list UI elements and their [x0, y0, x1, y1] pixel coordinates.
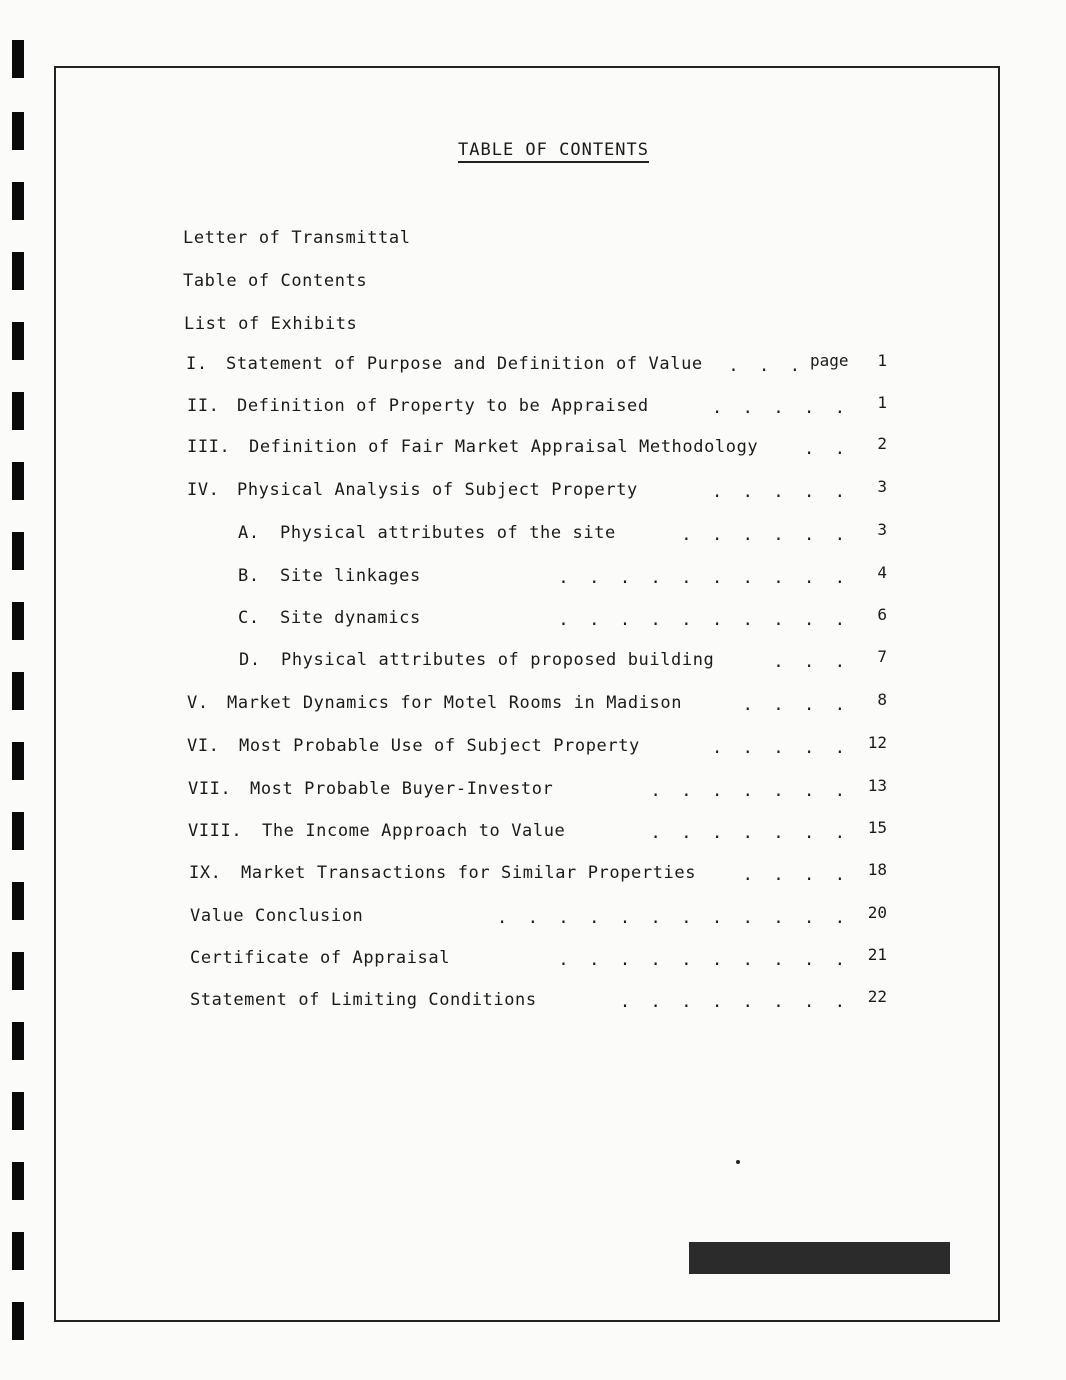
dot-leader: . . — [804, 439, 845, 459]
toc-entry-number: II. — [187, 396, 220, 416]
binding-mark — [12, 462, 24, 500]
toc-page-number: 3 — [877, 477, 887, 496]
toc-entry-text: Most Probable Buyer-Investor — [250, 779, 554, 799]
toc-entry-number: IV. — [187, 480, 220, 500]
toc-entry-text: Certificate of Appraisal — [190, 948, 451, 968]
page-column-label: page — [810, 351, 849, 370]
toc-entry-number: VII. — [188, 779, 232, 799]
binding-mark — [12, 1022, 24, 1060]
binding-mark — [12, 952, 24, 990]
toc-page-number: 3 — [877, 520, 887, 539]
dot-leader: . . . . . . . . . . . . — [497, 908, 845, 928]
toc-page-number: 1 — [877, 393, 887, 412]
toc-page-number: 20 — [867, 903, 887, 922]
toc-entry-text: Statement of Purpose and Definition of Value — [226, 354, 703, 374]
toc-entry — [238, 566, 421, 586]
binding-mark — [12, 812, 24, 850]
toc-entry — [188, 779, 553, 799]
toc-page-number: 13 — [867, 776, 887, 795]
binding-mark — [12, 40, 24, 78]
toc-entry-text: Site linkages — [280, 566, 421, 586]
toc-page-number: 12 — [867, 733, 887, 752]
dot-leader: . . . . . . . . . . — [558, 950, 845, 970]
binding-mark — [12, 672, 24, 710]
toc-entry-text: Site dynamics — [280, 608, 421, 628]
toc-page-number: 15 — [867, 818, 887, 837]
dot-leader: . . . . . . . . . . — [558, 568, 845, 588]
toc-page-number: 2 — [877, 434, 887, 453]
dot-leader: . . . . . . — [681, 525, 845, 545]
toc-entry — [190, 990, 537, 1010]
dot-leader: . . . . . . . . — [619, 992, 845, 1012]
toc-entry-number: C. — [238, 608, 260, 628]
dot-leader: . . . — [773, 652, 845, 672]
toc-entry-text: Physical attributes of proposed building — [281, 650, 715, 670]
dot-leader: . . . . . . . — [650, 781, 845, 801]
toc-entry-number: VIII. — [188, 821, 243, 841]
toc-page-number: 22 — [867, 987, 887, 1006]
toc-entry-number: B. — [238, 566, 260, 586]
binding-mark — [12, 742, 24, 780]
toc-page-number: 7 — [877, 647, 887, 666]
toc-entry — [187, 693, 682, 713]
toc-page-number: 21 — [867, 945, 887, 964]
toc-entry — [183, 271, 367, 291]
dot-leader: . . . . — [742, 865, 845, 885]
toc-page-number: 8 — [877, 690, 887, 709]
toc-entry-text: The Income Approach to Value — [262, 821, 566, 841]
toc-page-number: 4 — [877, 563, 887, 582]
toc-entry-number: VI. — [187, 736, 220, 756]
toc-entry — [188, 821, 565, 841]
toc-entry-text: Physical Analysis of Subject Property — [237, 480, 638, 500]
redaction-bar — [689, 1242, 950, 1274]
dot-leader: . . . . . — [711, 482, 845, 502]
toc-page-number: 1 — [877, 351, 887, 370]
toc-page-number: 18 — [867, 860, 887, 879]
toc-entry-text: Market Transactions for Similar Properties — [241, 863, 697, 883]
toc-entry-number: IX. — [189, 863, 222, 883]
toc-entry — [189, 863, 696, 883]
toc-entry-text: Definition of Property to be Appraised — [237, 396, 649, 416]
toc-entry — [187, 480, 638, 500]
binding-mark — [12, 1162, 24, 1200]
toc-entry-text: Market Dynamics for Motel Rooms in Madison — [227, 693, 683, 713]
dot-leader: . . . . . — [711, 398, 845, 418]
binding-mark — [12, 1092, 24, 1130]
toc-entry-number: D. — [239, 650, 261, 670]
toc-entry-text: Most Probable Use of Subject Property — [239, 736, 640, 756]
toc-entry — [238, 523, 616, 543]
toc-entry-number: V. — [187, 693, 209, 713]
binding-mark — [12, 182, 24, 220]
toc-entry — [190, 906, 363, 926]
binding-mark — [12, 322, 24, 360]
toc-entry — [187, 437, 758, 457]
binding-mark — [12, 112, 24, 150]
toc-entry-text: Physical attributes of the site — [280, 523, 616, 543]
binding-mark — [12, 532, 24, 570]
toc-entry — [238, 608, 421, 628]
toc-entry-text: Letter of Transmittal — [183, 228, 411, 248]
toc-entry-text: List of Exhibits — [184, 314, 358, 334]
binding-mark — [12, 602, 24, 640]
binding-mark — [12, 1232, 24, 1270]
dot-leader: . . . — [728, 356, 800, 376]
toc-entry — [187, 736, 640, 756]
dot-leader: . . . . . . . . . . — [558, 610, 845, 630]
toc-entry-text: Value Conclusion — [190, 906, 364, 926]
page-title: TABLE OF CONTENTS — [458, 140, 649, 163]
toc-entry-number: III. — [187, 437, 231, 457]
toc-entry — [184, 314, 357, 334]
toc-entry — [187, 396, 649, 416]
dot-leader: . . . . — [742, 695, 845, 715]
binding-mark — [12, 882, 24, 920]
scan-speck — [736, 1160, 740, 1164]
dot-leader: . . . . . . . — [650, 823, 845, 843]
dot-leader: . . . . . — [711, 738, 845, 758]
toc-entry-number: I. — [186, 354, 208, 374]
toc-entry — [183, 228, 411, 248]
toc-page-number: 6 — [877, 605, 887, 624]
toc-entry — [239, 650, 714, 670]
toc-entry-text: Table of Contents — [183, 271, 368, 291]
toc-entry — [186, 354, 703, 374]
toc-entry-text: Statement of Limiting Conditions — [190, 990, 537, 1010]
toc-entry — [190, 948, 450, 968]
binding-mark — [12, 1302, 24, 1340]
binding-mark — [12, 252, 24, 290]
binding-mark — [12, 392, 24, 430]
toc-entry-number: A. — [238, 523, 260, 543]
toc-entry-text: Definition of Fair Market Appraisal Methodology — [249, 437, 759, 457]
